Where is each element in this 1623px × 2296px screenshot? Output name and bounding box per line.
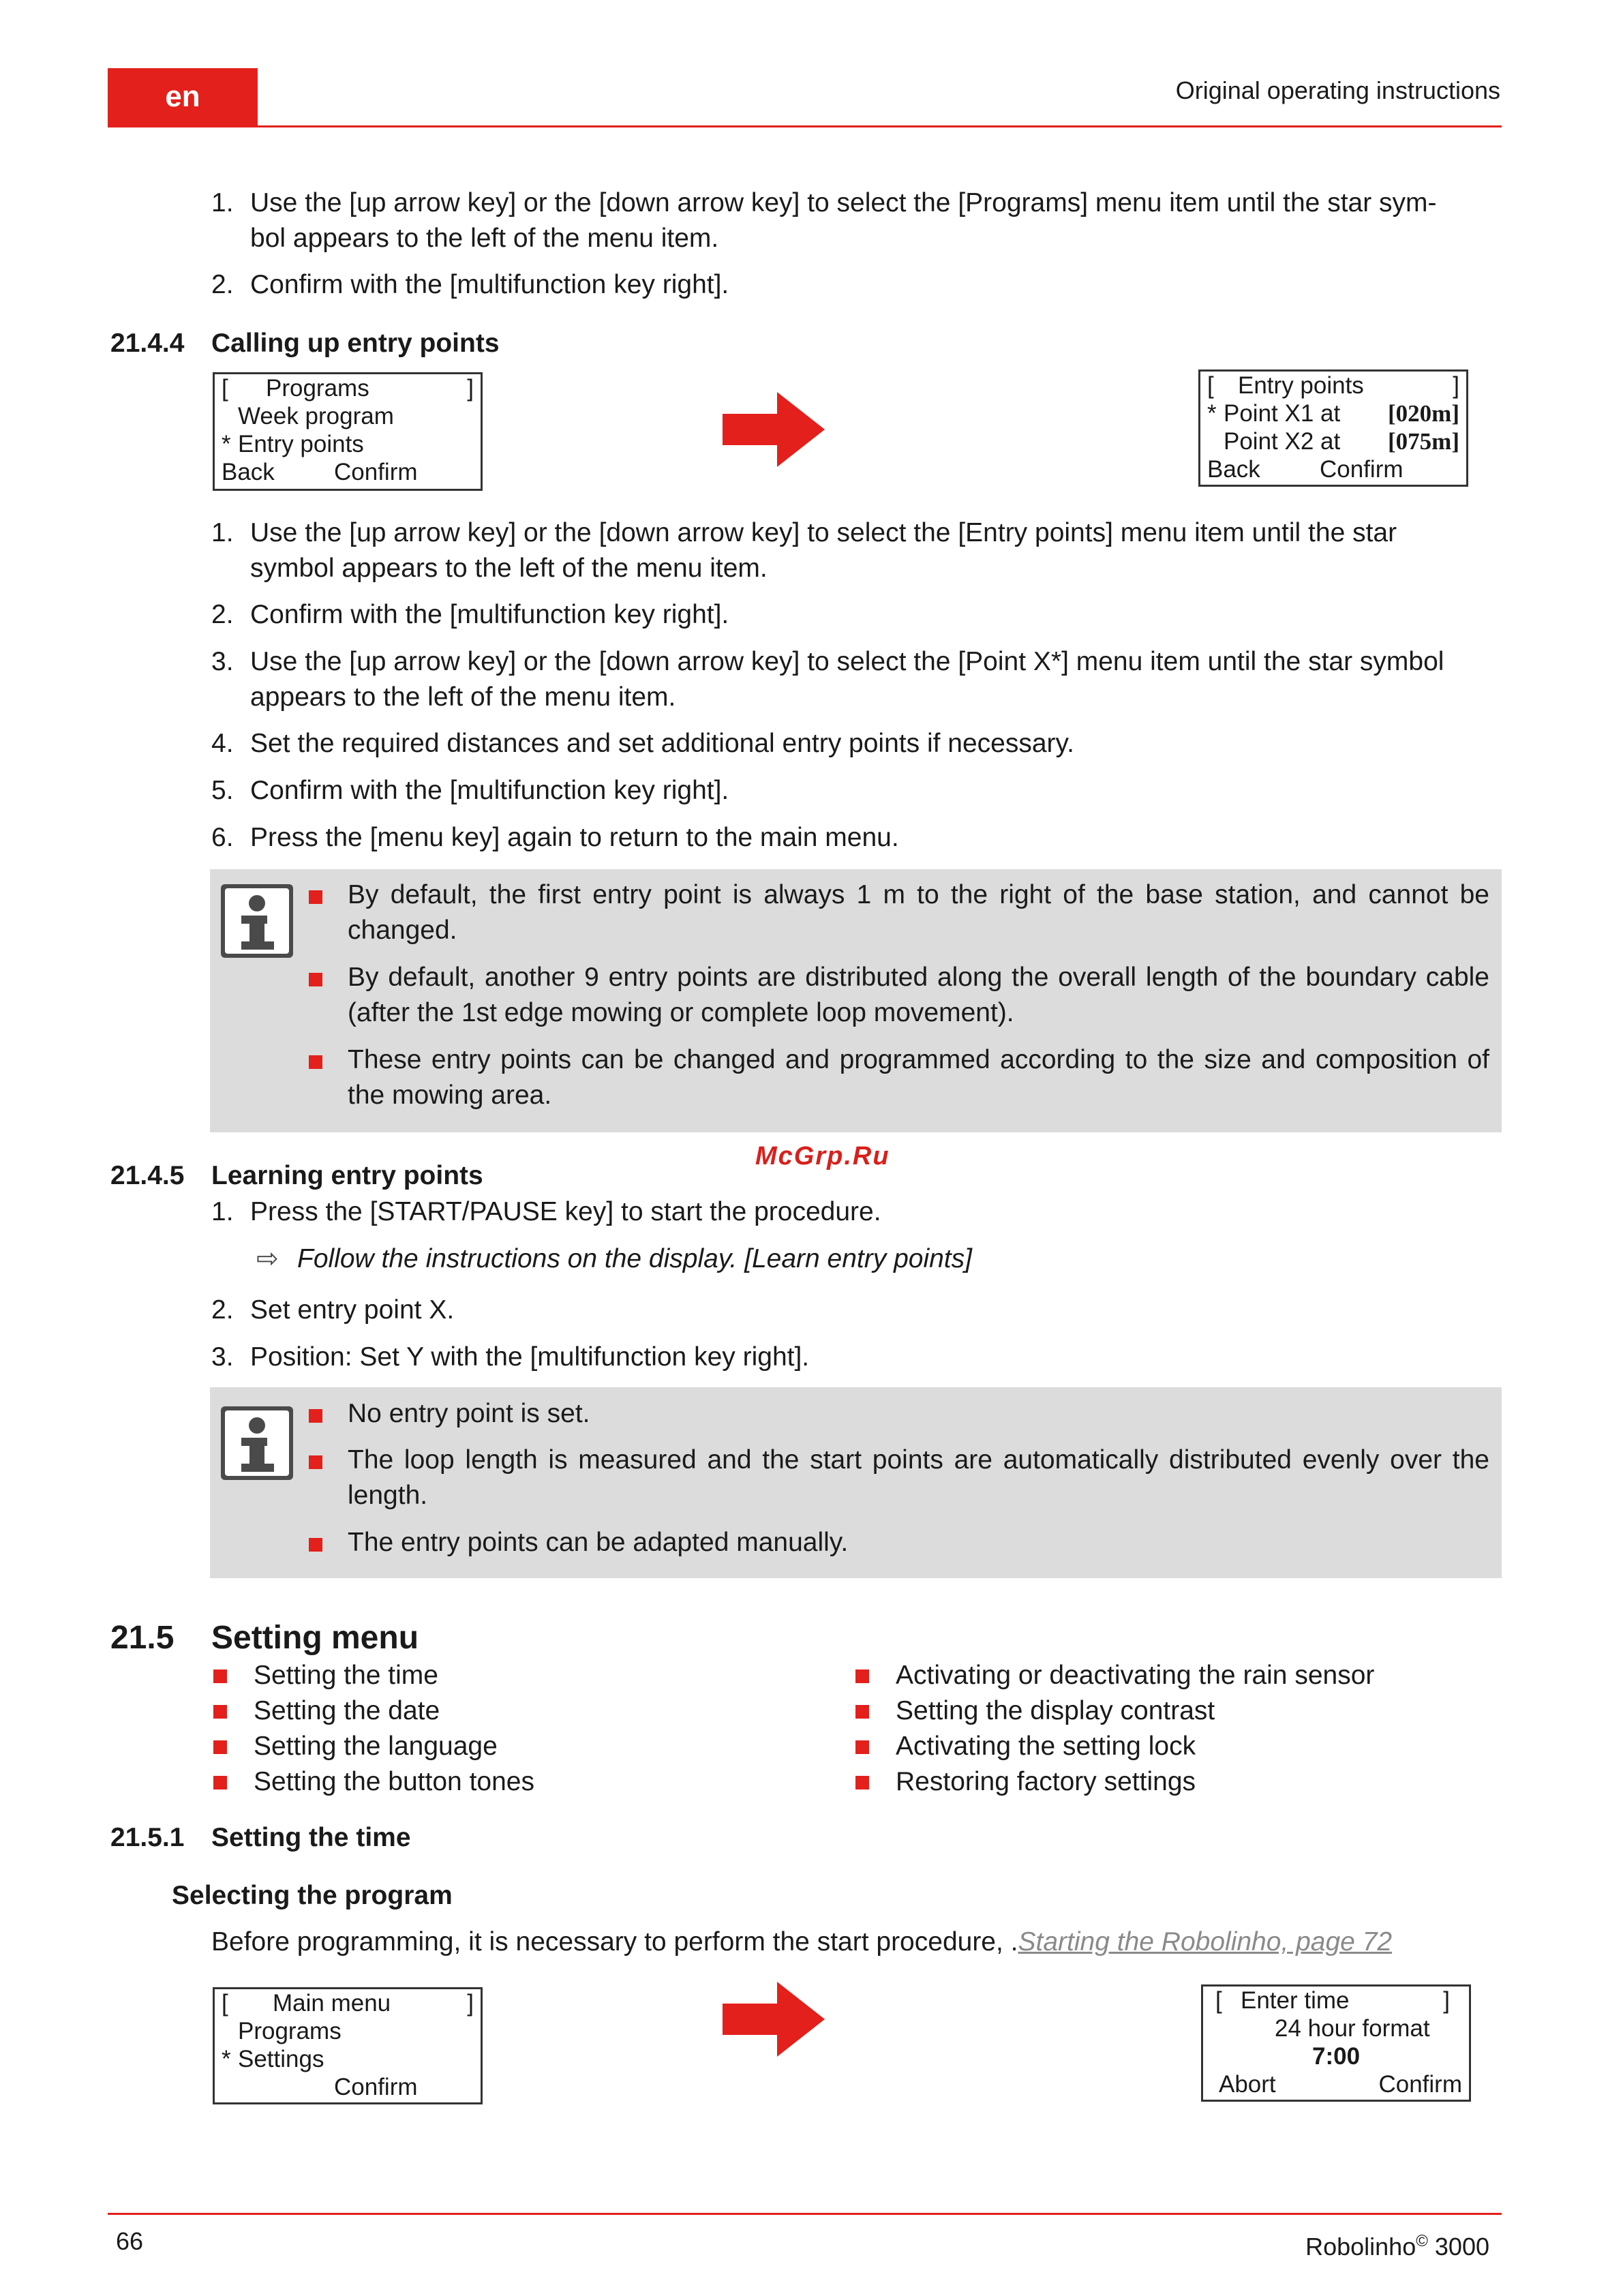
step-text: Press the [START/PAUSE key] to start the procedure. (250, 1197, 881, 1226)
paragraph: Before programming, it is necessary to perform the start procedure, .Starting the Robolinho, page 72 (211, 1927, 1393, 1957)
step-text: Set the required distances and set additional entry points if necessary. (250, 729, 1074, 758)
lcd-display-main-menu: [ Main menu ] Programs * Settings Confirm (213, 1987, 483, 2104)
step-text: Confirm with the [multifunction key right]. (250, 600, 729, 629)
step-number: 2. (211, 270, 234, 299)
info-note (210, 869, 1502, 1132)
step-text: Confirm with the [multifunction key right]. (250, 776, 729, 805)
step-number: 1. (211, 518, 234, 547)
watermark: McGrp.Ru (755, 1142, 890, 1170)
footer-rule (108, 2213, 1502, 2215)
step-number: 4. (211, 729, 234, 758)
step-number: 2. (211, 600, 234, 629)
step-text: Use the [up arrow key] or the [down arrow key] to select the [Entry points] menu item until the star symbol appears to the left of the menu item. (250, 518, 1397, 583)
section-number: 21.4.5 (110, 1161, 185, 1190)
list-bullet (213, 1776, 227, 1789)
step-number: 1. (211, 1197, 234, 1226)
section-title: Learning entry points (211, 1161, 483, 1190)
info-icon (221, 884, 293, 958)
result-text: Follow the instructions on the display. [Learn entry points] (297, 1244, 972, 1273)
header-title: Original operating instructions (1175, 76, 1500, 104)
step-text: Use the [up arrow key] or the [down arrow key] to select the [Programs] menu item until the star sym- bol appears to the left of the menu item. (250, 188, 1437, 253)
list-item: Activating the setting lock (896, 1732, 1196, 1761)
section-number: 21.5 (110, 1620, 175, 1656)
note-bullet (309, 1538, 322, 1552)
right-arrow-icon (723, 1982, 825, 2057)
step-number: 5. (211, 776, 234, 805)
note-bullet (309, 1455, 322, 1469)
step-number: 2. (211, 1295, 234, 1325)
info-icon (221, 1406, 293, 1480)
step-number: 3. (211, 1342, 234, 1372)
list-bullet (855, 1776, 869, 1789)
footer-product: Robolinho© 3000 (1305, 2232, 1489, 2261)
step-text: Use the [up arrow key] or the [down arrow key] to select the [Point X*] menu item until the star symbol appears to the left of the menu item. (250, 647, 1444, 712)
note-bullet (309, 890, 322, 904)
list-bullet (213, 1670, 227, 1683)
step-text: Press the [menu key] again to return to the main menu. (250, 823, 899, 852)
header-rule (108, 125, 1502, 127)
note-text: By default, the first entry point is always 1 m to the right of the base station, and cannot be changed. (348, 880, 1489, 945)
list-item: Restoring factory settings (896, 1767, 1196, 1796)
lcd-display-entry-points: [ Entry points ] * Point X1 at [020m] Point X2 at [075m] Back Confirm (1198, 369, 1468, 487)
note-bullet (309, 1409, 322, 1423)
section-title: Calling up entry points (211, 329, 500, 358)
language-tab: en (108, 68, 258, 125)
list-bullet (213, 1705, 227, 1719)
section-title: Setting the time (211, 1823, 411, 1852)
note-bullet (309, 1055, 322, 1069)
info-note (210, 1387, 1502, 1578)
section-number: 21.4.4 (110, 329, 185, 358)
lcd-display-enter-time: [ Enter time ] 24 hour format 7:00 Abort Confirm (1201, 1984, 1471, 2102)
step-text: Set entry point X. (250, 1295, 455, 1325)
list-item: Setting the display contrast (896, 1696, 1215, 1725)
list-item: Setting the language (254, 1732, 498, 1761)
step-text: Position: Set Y with the [multifunction key right]. (250, 1342, 810, 1372)
result-arrow-icon: ⇨ (256, 1244, 279, 1273)
step-number: 1. (211, 188, 234, 217)
note-bullet (309, 973, 322, 986)
list-bullet (855, 1670, 869, 1683)
list-item: Setting the date (254, 1696, 440, 1725)
list-bullet (855, 1740, 869, 1754)
list-bullet (213, 1740, 227, 1754)
page-number: 66 (116, 2227, 144, 2255)
list-bullet (855, 1705, 869, 1719)
list-item: Activating or deactivating the rain sensor (896, 1661, 1375, 1690)
note-text: No entry point is set. (348, 1399, 590, 1428)
section-title: Setting menu (211, 1620, 419, 1656)
list-item: Setting the time (254, 1661, 438, 1690)
note-text: By default, another 9 entry points are distributed along the overall length of the boundary cable (after the 1st edge mowing or complete loop movement). (348, 963, 1489, 1027)
note-text: These entry points can be changed and programmed according to the size and composition of the mowing area. (348, 1045, 1489, 1110)
section-number: 21.5.1 (110, 1823, 185, 1852)
step-number: 3. (211, 647, 234, 676)
right-arrow-icon (723, 392, 825, 467)
subheading: Selecting the program (172, 1881, 453, 1910)
note-text: The loop length is measured and the start points are automatically distributed evenly over the length. (348, 1445, 1489, 1510)
note-text: The entry points can be adapted manually. (348, 1528, 849, 1557)
list-item: Setting the button tones (254, 1767, 534, 1796)
lcd-display-programs: [ Programs ] Week program * Entry points Back Confirm (213, 372, 483, 491)
page-link[interactable]: Starting the Robolinho, page 72 (1018, 1927, 1393, 1957)
step-number: 6. (211, 823, 234, 852)
step-text: Confirm with the [multifunction key right]. (250, 270, 729, 299)
